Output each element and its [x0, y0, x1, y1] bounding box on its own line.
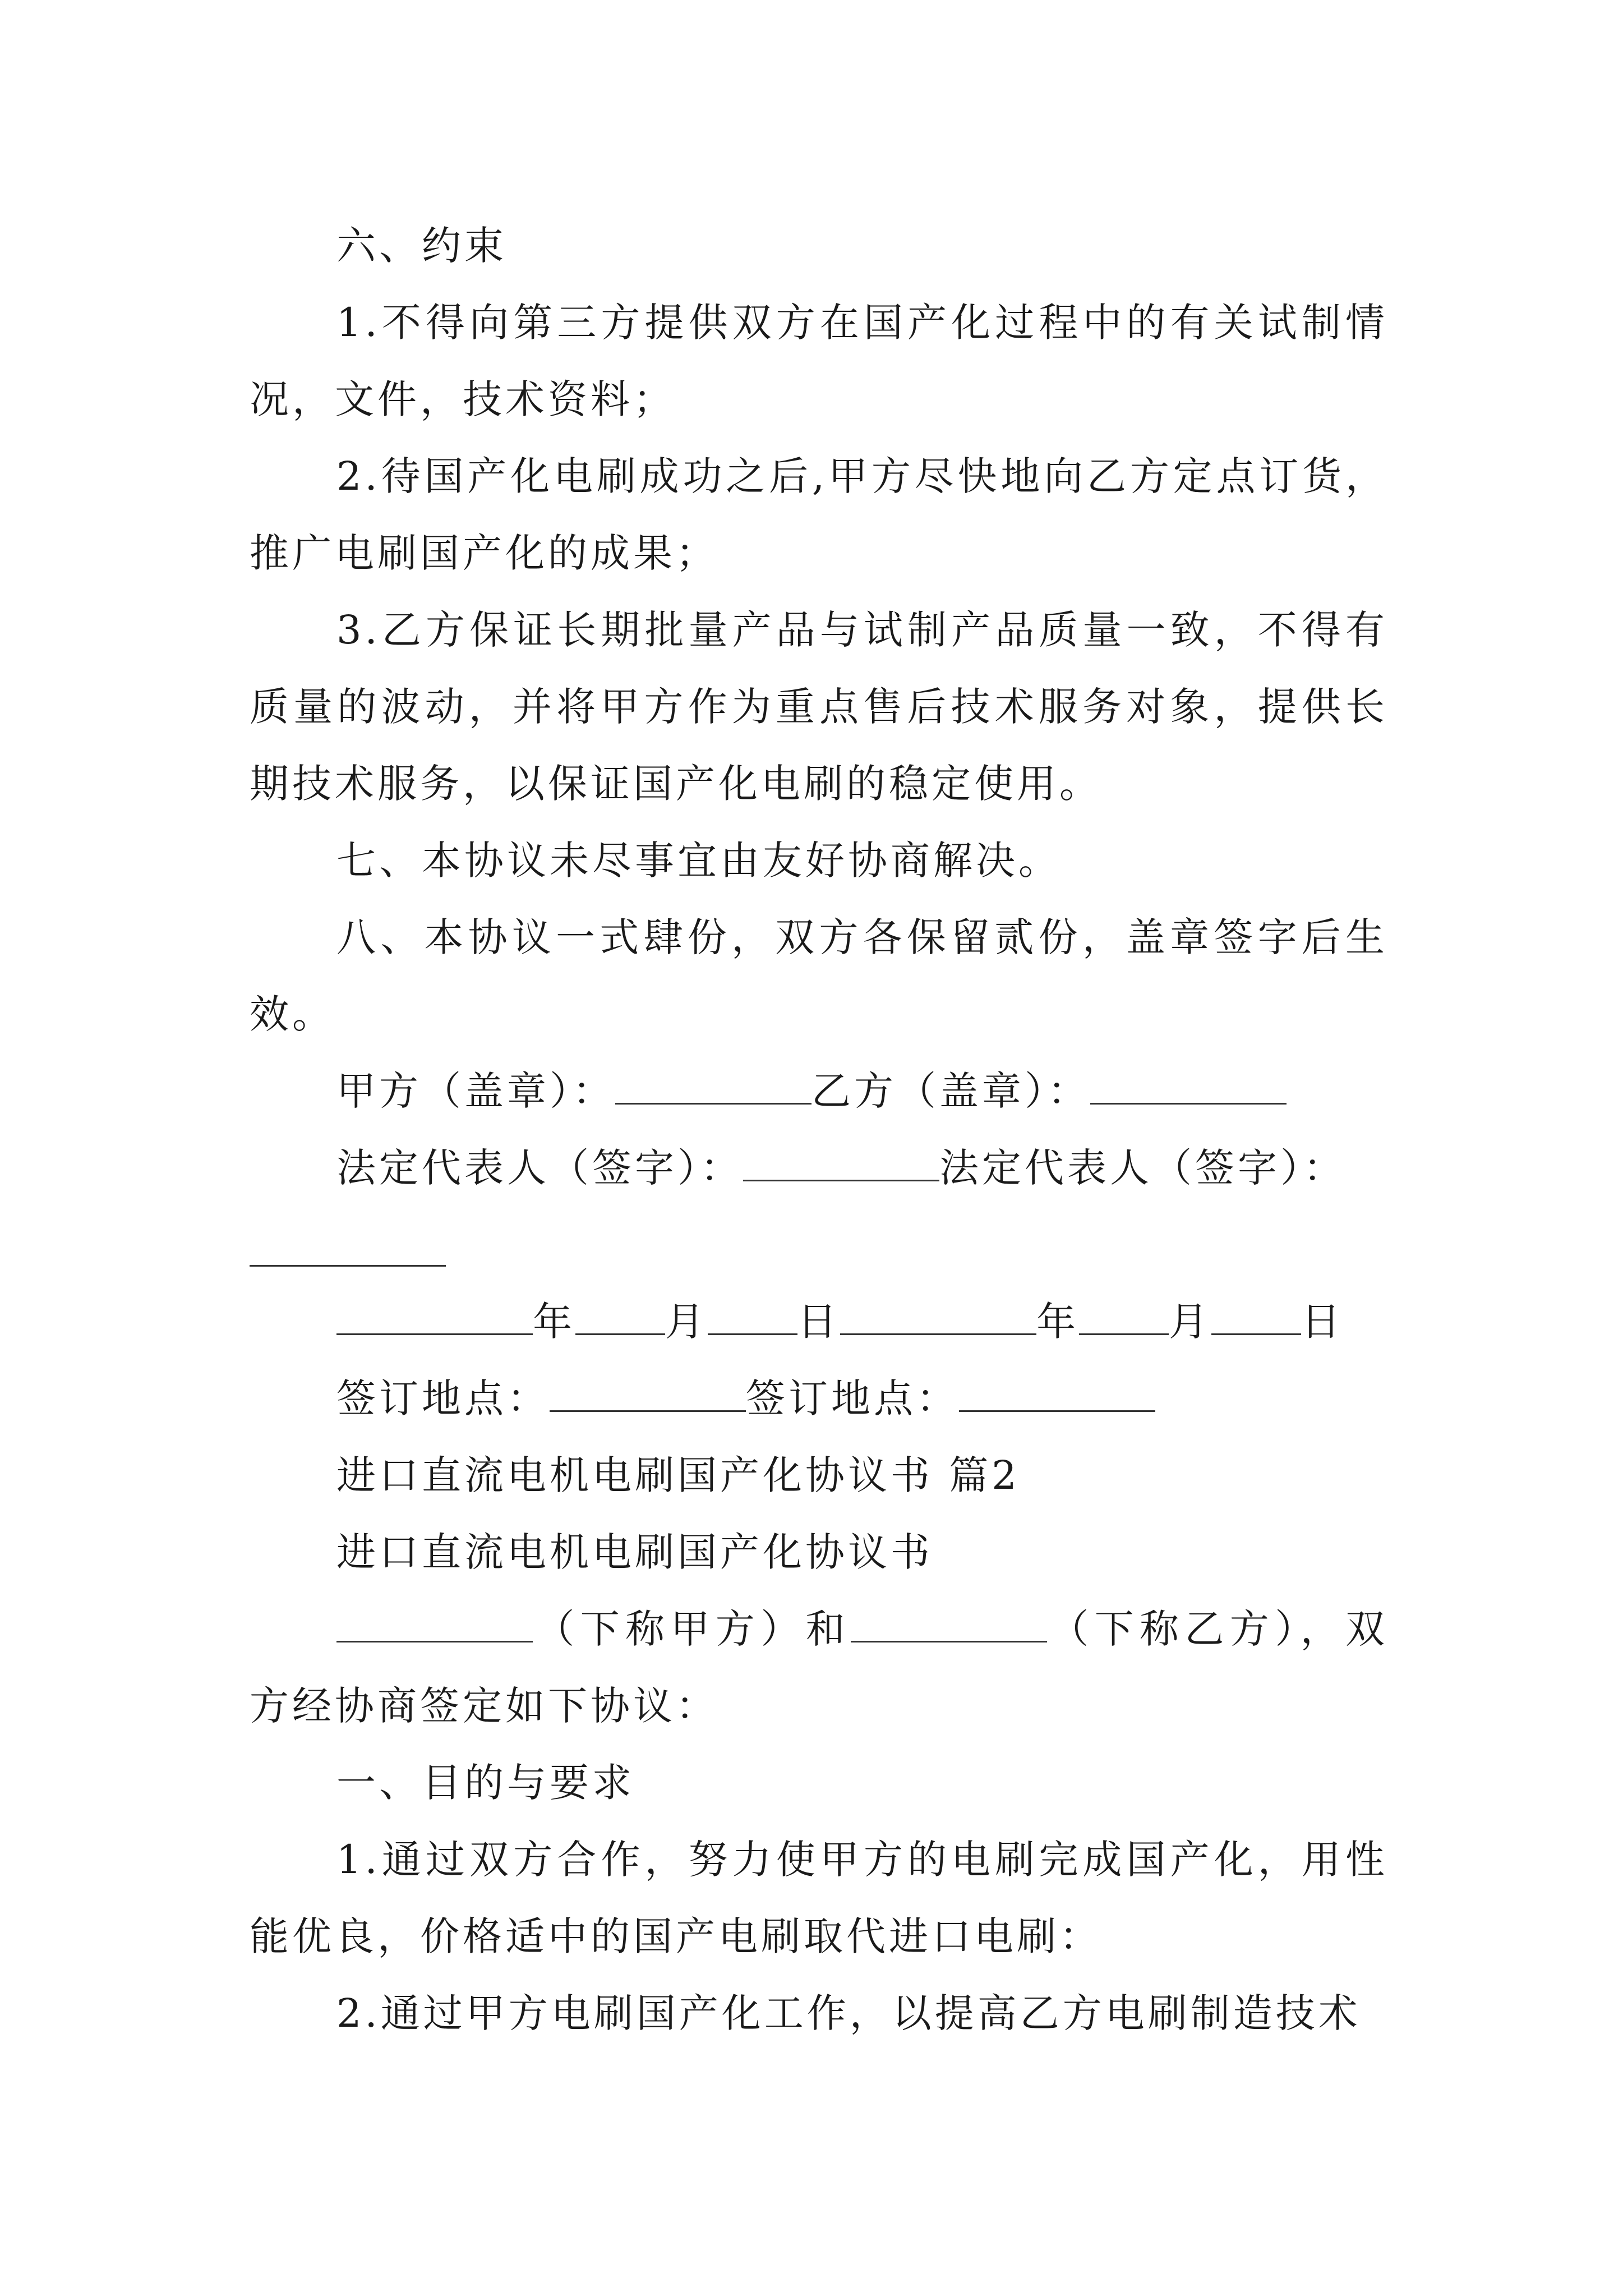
- constraint-item-2: 2.待国产化电刷成功之后,甲方尽快地向乙方定点订货，推广电刷国产化的成果；: [250, 453, 1388, 576]
- parties-intro: [250, 1591, 1388, 1745]
- party-a-ref: （下称甲方）和: [533, 1606, 851, 1652]
- party-b-rep-blank: [250, 1223, 446, 1267]
- place-a-blank: [550, 1369, 746, 1412]
- date-a-month-blank: [575, 1292, 665, 1335]
- party-a-seal-blank: [615, 1061, 811, 1105]
- place-line: [250, 1360, 1388, 1437]
- date-line: [250, 1283, 1388, 1360]
- party-b-seal-label: 乙方（盖章）：: [811, 1068, 1090, 1114]
- document-body: [250, 208, 1388, 2052]
- date-b-month: 月: [1169, 1299, 1211, 1345]
- party-b-seal-blank: [1090, 1061, 1287, 1105]
- date-b-year: 年: [1036, 1299, 1079, 1345]
- place-a-label: 签订地点：: [336, 1375, 550, 1421]
- date-a-blank: [336, 1292, 533, 1335]
- representative-line: [250, 1130, 1388, 1207]
- place-b-blank: [959, 1369, 1155, 1412]
- clause-seven: 七、本协议未尽事宜由友好协商解决。: [336, 838, 1061, 884]
- seal-line: [250, 1053, 1388, 1130]
- section-heading-purpose: 一、目的与要求: [336, 1760, 635, 1806]
- party-b-rep-label: 法定代表人（签字）：: [939, 1145, 1346, 1191]
- party-b-name-blank: [851, 1599, 1047, 1642]
- place-b-label: 签订地点：: [746, 1375, 959, 1421]
- date-b-blank: [840, 1292, 1036, 1335]
- date-b-month-blank: [1079, 1292, 1169, 1335]
- constraint-item-3: 3.乙方保证长期批量产品与试制产品质量一致，不得有质量的波动，并将甲方作为重点售后技术服务对象，提供长期技术服务，以保证国产化电刷的稳定使用。: [250, 607, 1388, 807]
- party-a-seal-label: 甲方（盖章）：: [336, 1068, 615, 1114]
- party-b-rep-blank-line: [250, 1207, 1388, 1283]
- date-b-day-blank: [1211, 1292, 1301, 1335]
- date-a-day-blank: [708, 1292, 797, 1335]
- date-a-year: 年: [533, 1299, 575, 1345]
- date-b-day: 日: [1301, 1299, 1344, 1345]
- section-heading-constraints: 六、约束: [336, 223, 507, 269]
- constraint-item-1: 1.不得向第三方提供双方在国产化过程中的有关试制情况，文件，技术资料；: [250, 300, 1388, 422]
- purpose-item-1: 1.通过双方合作，努力使甲方的电刷完成国产化，用性能优良，价格适中的国产电刷取代进口电刷：: [250, 1837, 1388, 1959]
- party-a-name-blank: [336, 1599, 533, 1642]
- date-a-month: 月: [665, 1299, 708, 1345]
- date-a-day: 日: [797, 1299, 840, 1345]
- part-two-title: 进口直流电机电刷国产化协议书 篇2: [336, 1452, 1020, 1498]
- purpose-item-2: 2.通过甲方电刷国产化工作，以提高乙方电刷制造技术: [336, 1990, 1361, 2036]
- agreement-title: 进口直流电机电刷国产化协议书: [336, 1529, 933, 1575]
- party-a-rep-label: 法定代表人（签字）：: [336, 1145, 743, 1191]
- party-a-rep-blank: [743, 1138, 939, 1181]
- clause-eight: 八、本协议一式肆份，双方各保留贰份，盖章签字后生效。: [250, 914, 1388, 1037]
- party-b-ref: （下称乙方），双方经协商签定如下协议：: [250, 1606, 1388, 1729]
